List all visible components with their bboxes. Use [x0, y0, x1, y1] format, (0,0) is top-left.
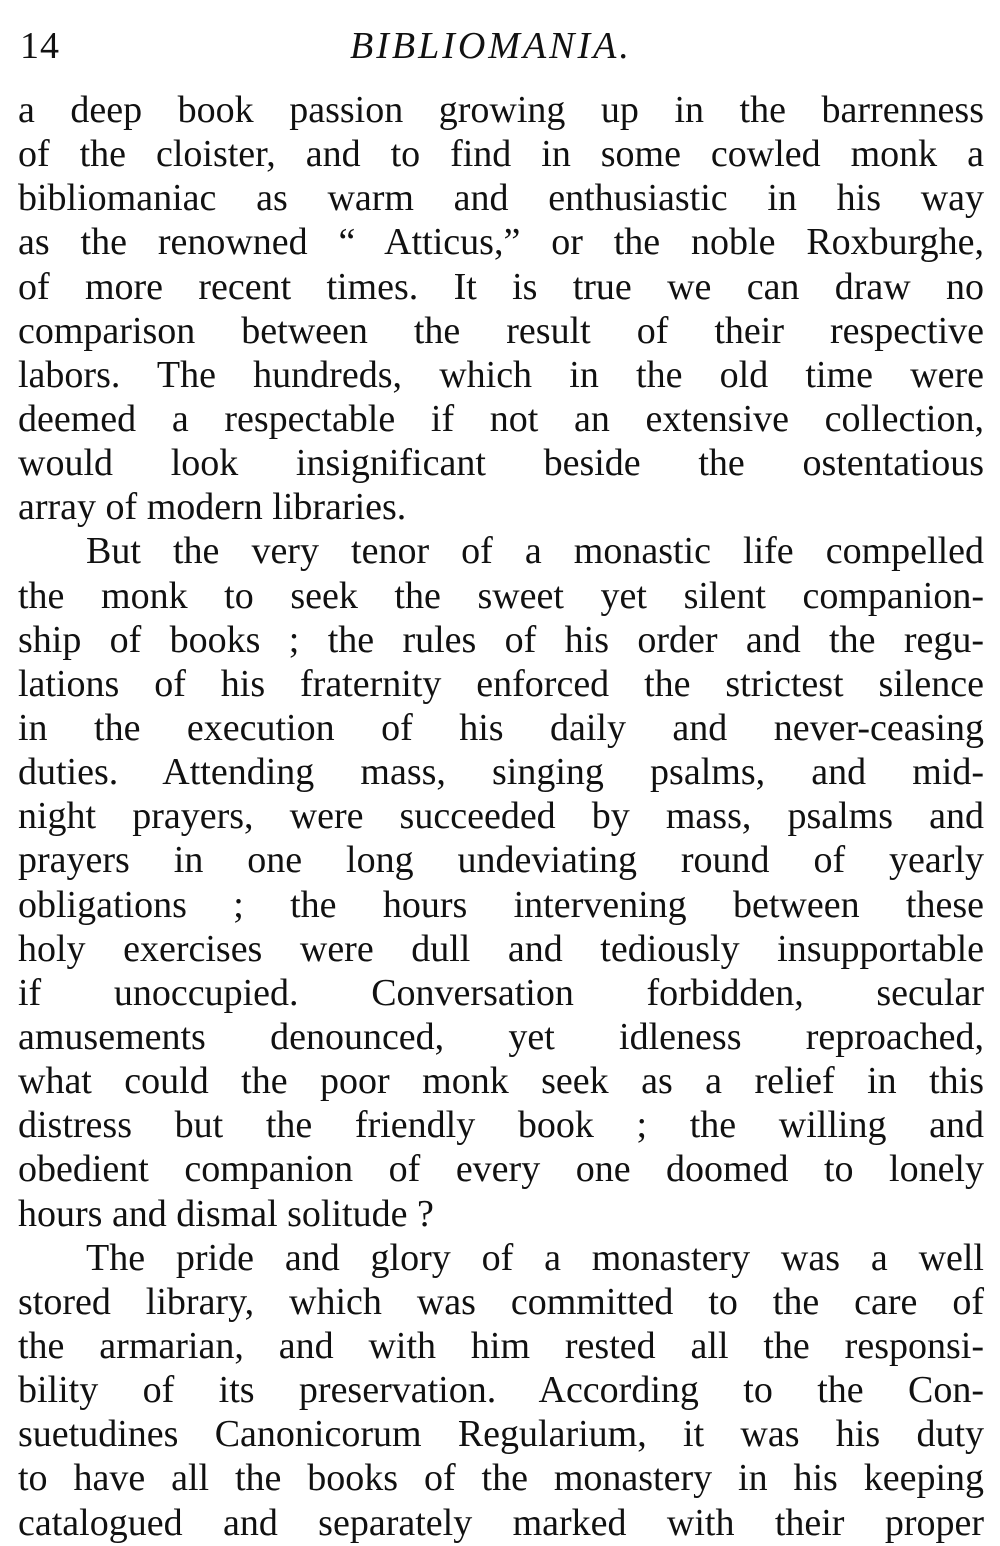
text-line: lations of his fraternity enforced the strictest silence: [18, 662, 984, 705]
running-head: BIBLIOMANIA.: [350, 25, 632, 67]
text-line: obligations ; the hours intervening between these: [18, 883, 984, 926]
text-line: in the execution of his daily and never-ceasing: [18, 706, 984, 749]
text-line: a deep book passion growing up in the barrenness: [18, 89, 984, 131]
text-line: bibliomaniac as warm and enthusiastic in his way: [18, 177, 984, 220]
text-line: what could the poor monk seek as a relief in this: [18, 1060, 984, 1103]
page-header: [0, 14, 1000, 74]
body-text: [18, 88, 984, 1545]
text-line: ship of books ; the rules of his order and the regu-: [18, 618, 984, 661]
paragraph-start-line: But the very tenor of a monastic life compelled: [86, 530, 984, 573]
text-line: if unoccupied. Conversation forbidden, secular: [18, 971, 984, 1014]
text-line: duties. Attending mass, singing psalms, and mid-: [18, 751, 984, 794]
text-line: obedient companion of every one doomed to lonely: [18, 1148, 984, 1191]
text-line: holy exercises were dull and tediously insupportable: [18, 927, 984, 970]
paragraph-end-line: array of modern libraries.: [18, 486, 407, 529]
text-line: as the renowned “ Atticus,” or the noble Roxburghe,: [18, 221, 984, 264]
text-line: night prayers, were succeeded by mass, psalms and: [18, 795, 984, 838]
text-line: of more recent times. It is true we can draw no: [18, 265, 984, 308]
text-line: would look insignificant beside the ostentatious: [18, 442, 984, 485]
text-line: distress but the friendly book ; the willing and: [18, 1104, 984, 1147]
text-line: of the cloister, and to find in some cowled monk a: [18, 133, 984, 176]
text-line: prayers in one long undeviating round of yearly: [18, 839, 984, 882]
text-line: the armarian, and with him rested all the responsi-: [18, 1324, 984, 1367]
paragraph-start-line: The pride and glory of a monastery was a well: [86, 1236, 984, 1279]
page-number: 14: [20, 25, 60, 67]
text-line: labors. The hundreds, which in the old time were: [18, 353, 984, 396]
text-line: stored library, which was committed to the care of: [18, 1280, 984, 1323]
text-line: deemed a respectable if not an extensive collection,: [18, 397, 984, 440]
text-line: amusements denounced, yet idleness reproached,: [18, 1015, 984, 1058]
text-line: comparison between the result of their respective: [18, 309, 984, 352]
text-line: suetudines Canonicorum Regularium, it was his duty: [18, 1413, 984, 1456]
text-line: to have all the books of the monastery in his keeping: [18, 1457, 984, 1500]
paragraph-end-line: hours and dismal solitude ?: [18, 1192, 434, 1235]
text-line: catalogued and separately marked with their proper: [18, 1501, 984, 1544]
text-line: bility of its preservation. According to the Con-: [18, 1369, 984, 1412]
text-line: the monk to seek the sweet yet silent companion-: [18, 574, 984, 617]
